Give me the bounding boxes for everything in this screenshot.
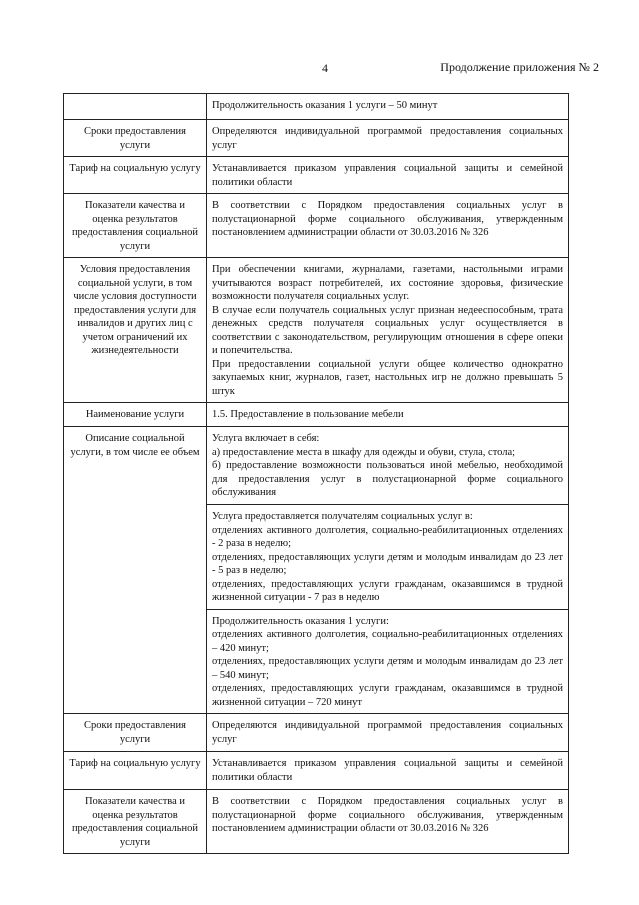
row-content (207, 258, 569, 403)
table-row (64, 752, 569, 790)
content-paragraph: Устанавливается приказом управления социальной защиты и семейной политики области (212, 758, 563, 783)
content-paragraph: отделениях, предоставляющих услуги детям и молодым инвалидам до 23 лет - 5 раз в неделю; (212, 551, 563, 576)
content-paragraph: 1.5. Предоставление в пользование мебели (212, 409, 404, 420)
table-row (64, 790, 569, 854)
content-paragraph: б) предоставление возможности пользоваться иной мебелью, необходимой для предоставления услуг в полустационарной форме социального обслуживания (212, 460, 563, 498)
row-content (207, 609, 569, 714)
row-label: Сроки предоставления услуги (64, 120, 207, 157)
row-content (207, 427, 569, 505)
row-content (207, 94, 569, 120)
content-paragraph: Определяются индивидуальной программой предоставления социальных услуг (212, 720, 563, 745)
content-paragraph: отделениях активного долголетия, социально-реабилитационных отделениях – 420 минут; (212, 629, 563, 654)
row-content (207, 714, 569, 752)
table-row (64, 714, 569, 752)
table-row (64, 94, 569, 120)
appendix-continuation: Продолжение приложения № 2 (440, 60, 599, 74)
row-label: Сроки предоставления услуги (64, 714, 207, 752)
row-label: Условия предоставления социальной услуги, в том числе условия доступности предоставления услуги для инвалидов и других лиц с учетом ограничений их жизнедеятельности (64, 258, 207, 403)
row-label: Показатели качества и оценка результатов предоставления социальной услуги (64, 194, 207, 258)
content-paragraph: В соответствии с Порядком предоставления социальных услуг в полустационарной форме социального обслуживания, утвержденным постановлением администрации области от 30.03.2016 № 326 (212, 200, 563, 238)
table-row (64, 157, 569, 194)
row-label: Тариф на социальную услугу (64, 157, 207, 194)
row-label (64, 94, 207, 120)
row-label: Описание социальной услуги, в том числе ее объем (64, 427, 207, 714)
row-label: Наименование услуги (64, 403, 207, 427)
content-paragraph: Услуга включает в себя: (212, 433, 320, 444)
row-content (207, 194, 569, 258)
table-row (64, 427, 569, 505)
table-row (64, 120, 569, 157)
table-row (64, 194, 569, 258)
row-content (207, 157, 569, 194)
services-table (63, 93, 569, 854)
page-number: 4 (322, 61, 328, 75)
row-label: Тариф на социальную услугу (64, 752, 207, 790)
row-content (207, 790, 569, 854)
content-paragraph: Определяются индивидуальной программой предоставления социальных услуг (212, 126, 563, 151)
content-paragraph: В случае если получатель социальных услуг признан недееспособным, трата денежных средств получателя социальных услуг осуществляется в соответствии с законодательством, регулирующим отношения в сфере опеки и попечительства. (212, 304, 563, 356)
row-content (207, 752, 569, 790)
content-paragraph: а) предоставление места в шкафу для одежды и обуви, стула, стола; (212, 446, 516, 458)
content-paragraph: отделениях, предоставляющих услуги гражданам, оказавшимся в трудной жизненной ситуации - 7 раз в неделю (212, 578, 563, 603)
row-content (207, 403, 569, 427)
content-paragraph: Устанавливается приказом управления социальной защиты и семейной политики области (212, 163, 563, 188)
content-paragraph: При обеспечении книгами, журналами, газетами, настольными играми учитываются возраст потребителей, их состояние здоровья, физические возможности получателя социальных услуг. (212, 264, 563, 302)
content-paragraph: В соответствии с Порядком предоставления социальных услуг в полустационарной форме социального обслуживания, утвержденным постановлением администрации области от 30.03.2016 № 326 (212, 796, 563, 834)
content-paragraph: отделениях активного долголетия, социально-реабилитационных отделениях - 2 раза в неделю; (212, 524, 563, 549)
content-paragraph: Услуга предоставляется получателям социальных услуг в: (212, 511, 473, 522)
content-paragraph: При предоставлении социальной услуги общее количество однократно закупаемых книг, журналов, газет, настольных игр не должно превышать 5 штук (212, 358, 563, 397)
content-paragraph: Продолжительность оказания 1 услуги – 50 минут (212, 100, 438, 111)
row-label: Показатели качества и оценка результатов предоставления социальной услуги (64, 790, 207, 854)
row-content (207, 120, 569, 157)
content-paragraph: отделениях, предоставляющих услуги детям и молодым инвалидам до 23 лет – 540 минут; (212, 656, 563, 681)
row-content (207, 505, 569, 610)
content-paragraph: Продолжительность оказания 1 услуги: (212, 615, 389, 627)
table-row (64, 258, 569, 403)
content-paragraph: отделениях, предоставляющих услуги гражданам, оказавшимся в трудной жизненной ситуации – 720 минут (212, 683, 563, 708)
table-row (64, 403, 569, 427)
